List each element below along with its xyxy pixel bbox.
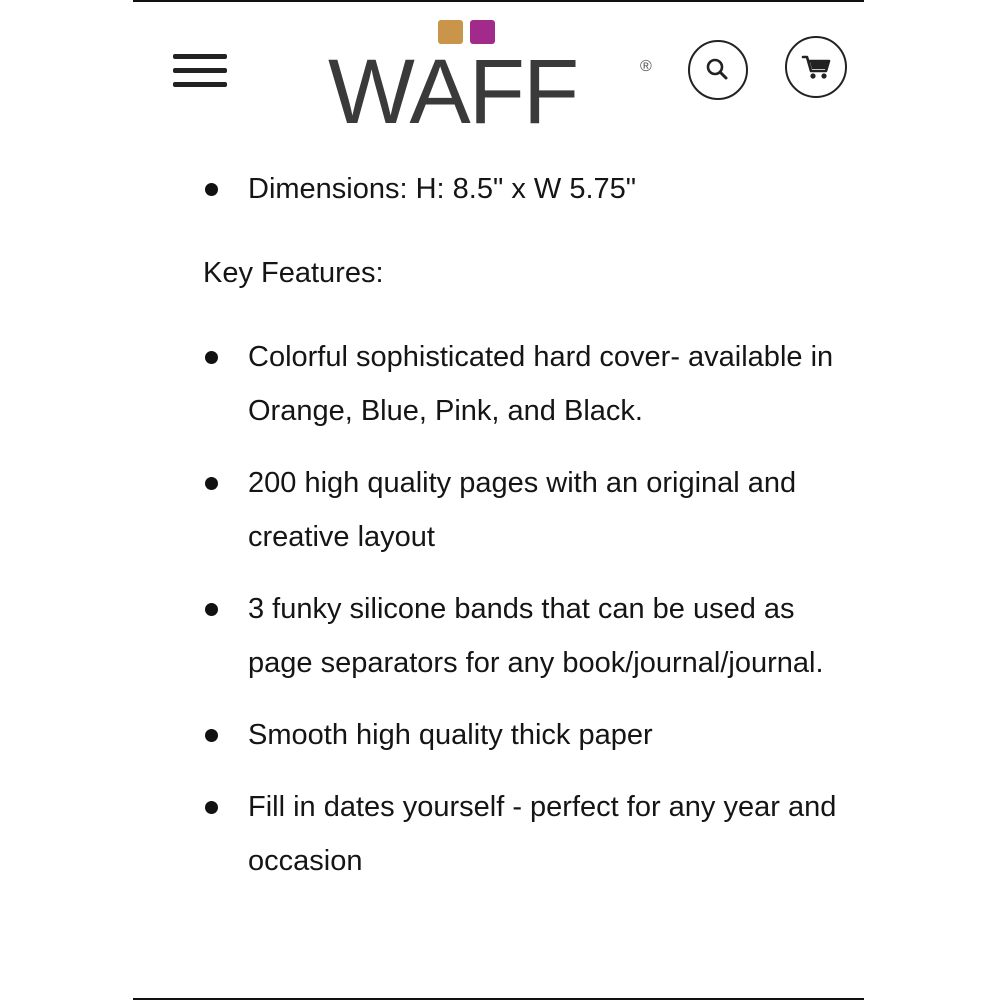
list-item: Fill in dates yourself - perfect for any year and occasion xyxy=(203,780,843,888)
search-icon xyxy=(690,42,746,98)
menu-line xyxy=(173,82,227,87)
search-button[interactable] xyxy=(688,40,748,100)
logo-wordmark: WAFF xyxy=(328,41,578,143)
list-item: Dimensions: H: 8.5" x W 5.75" xyxy=(203,162,843,216)
product-description-panel xyxy=(133,0,864,1000)
site-header xyxy=(133,2,864,142)
list-item: 3 funky silicone bands that can be used as page separators for any book/journal/journal. xyxy=(203,582,843,690)
list-item: Colorful sophisticated hard cover- available in Orange, Blue, Pink, and Black. xyxy=(203,330,843,438)
hamburger-menu-icon[interactable] xyxy=(173,52,227,88)
specs-list xyxy=(203,162,843,216)
features-list xyxy=(203,330,843,888)
key-features-heading: Key Features: xyxy=(203,257,384,289)
cart-icon xyxy=(787,38,845,96)
product-details xyxy=(203,162,843,906)
list-item: Smooth high quality thick paper xyxy=(203,708,843,762)
list-item: 200 high quality pages with an original and creative layout xyxy=(203,456,843,564)
menu-line xyxy=(173,68,227,73)
waff-logo[interactable] xyxy=(328,20,668,143)
menu-line xyxy=(173,54,227,59)
cart-button[interactable] xyxy=(785,36,847,98)
logo-registered-mark: ® xyxy=(640,58,652,75)
